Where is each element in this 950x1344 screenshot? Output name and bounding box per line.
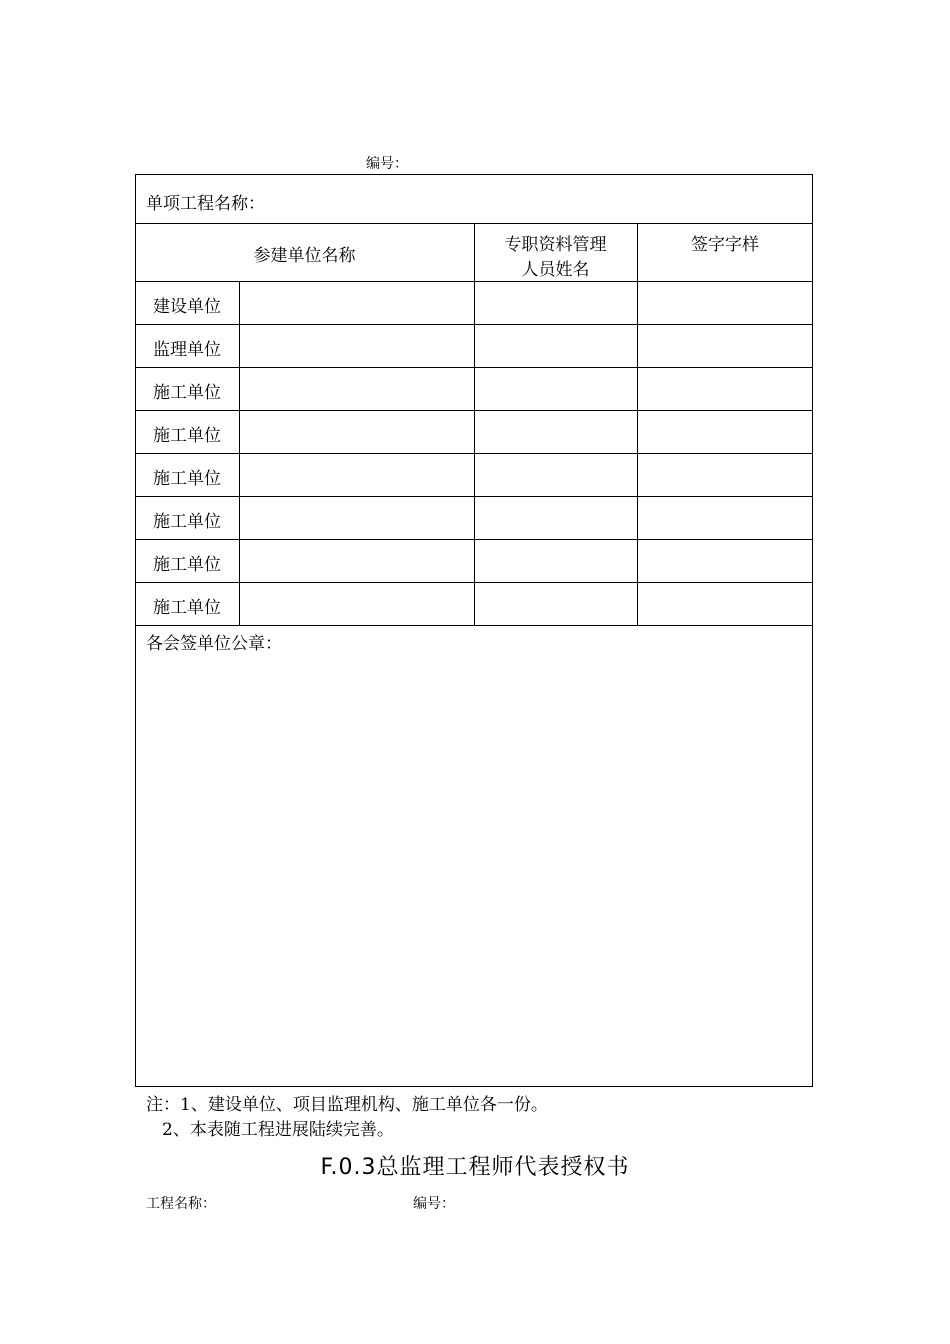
row-unit-label: 建设单位: [153, 297, 221, 317]
note-line-1: 注：1、建设单位、项目监理机构、施工单位各一份。: [146, 1095, 548, 1115]
table-column-divider: [637, 223, 638, 625]
row-unit-label: 监理单位: [153, 340, 221, 360]
document-number-label: 编号：: [366, 156, 408, 172]
table-column-divider: [239, 281, 240, 625]
section-title: F.0.3总监理工程师代表授权书: [320, 1155, 630, 1180]
header-unit-name: 参建单位名称: [253, 246, 356, 266]
row-unit-label: 施工单位: [153, 426, 221, 446]
table-divider: [135, 625, 813, 626]
seal-area-label: 各会签单位公章：: [146, 634, 282, 654]
header-staff-name-line2: 人员姓名: [521, 260, 590, 280]
row-unit-label: 施工单位: [153, 383, 221, 403]
project-name-label: 单项工程名称：: [146, 194, 265, 214]
row-unit-label: 施工单位: [153, 555, 221, 575]
note-line-2: 2、本表随工程进展陆续完善。: [162, 1120, 394, 1140]
row-unit-label: 施工单位: [153, 512, 221, 532]
row-unit-label: 施工单位: [153, 598, 221, 618]
header-signature: 签字字样: [691, 235, 759, 255]
header-staff-name-line1: 专职资料管理: [504, 235, 607, 255]
project-name-field-label: 工程名称：: [146, 1196, 216, 1212]
table-column-divider: [474, 223, 475, 625]
document-number-field-label: 编号：: [413, 1196, 455, 1212]
row-unit-label: 施工单位: [153, 469, 221, 489]
